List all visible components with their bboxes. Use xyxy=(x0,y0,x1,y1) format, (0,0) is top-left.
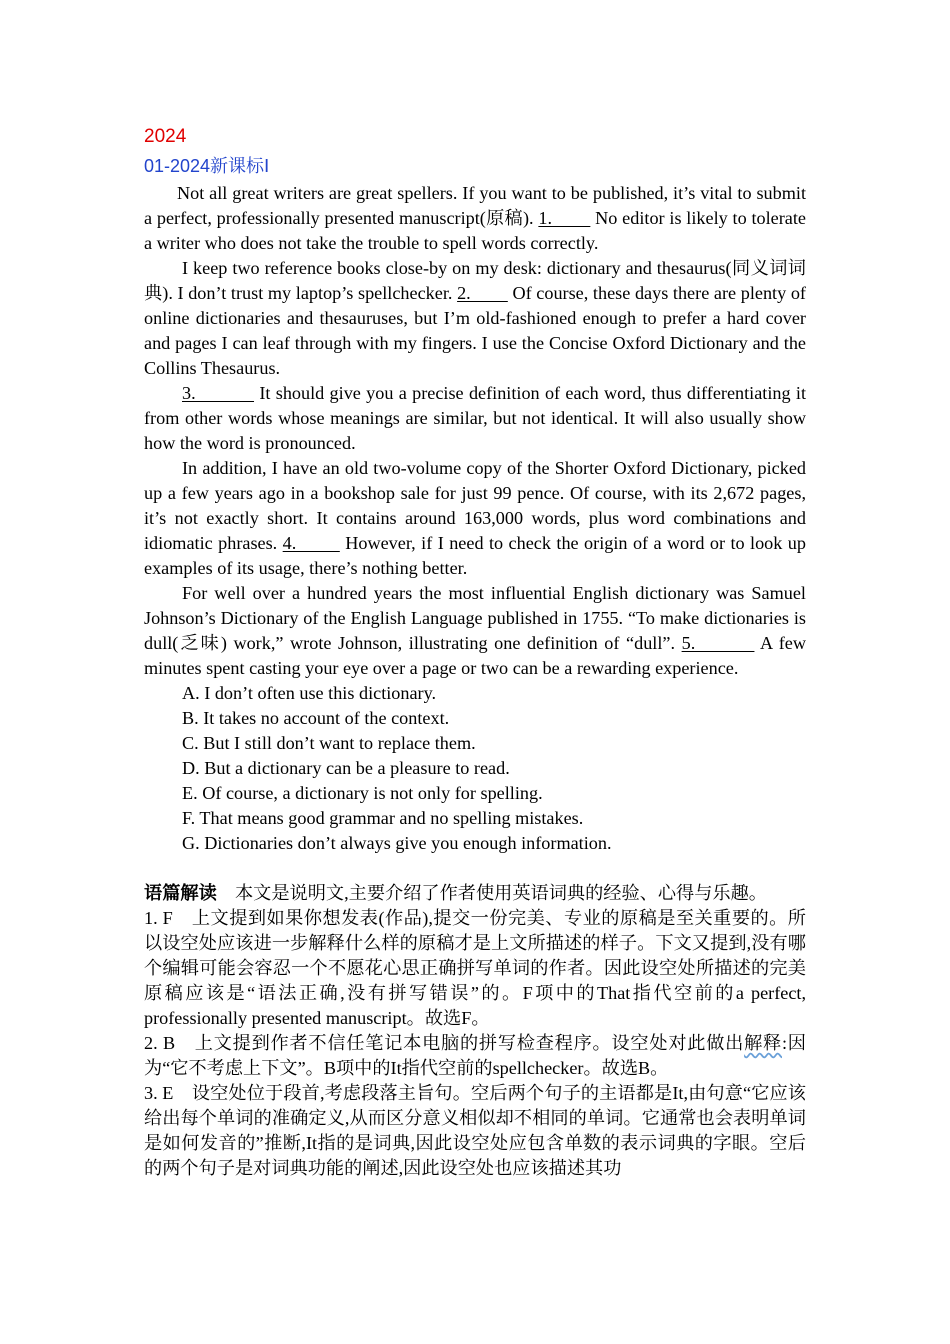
year-heading: 2024 xyxy=(144,126,187,147)
passage-paragraph-1 xyxy=(144,181,806,256)
paragraph-text: However, if I need to check the origin of a word or to look up examples of its usage, there’s nothing better. xyxy=(144,533,806,578)
reading-passage xyxy=(144,181,806,681)
option-a: A. I don’t often use this dictionary. xyxy=(182,683,437,703)
passage-paragraph-2 xyxy=(144,256,806,381)
blank-1: 1. xyxy=(538,208,591,228)
blank-4: 4. xyxy=(282,533,340,553)
explanation-q1: 1. F 上文提到如果你想发表(作品),提交一份完美、专业的原稿是至关重要的。所以设空处应该进一步解释什么样的原稿才是上文所描述的样子。下文又提到,没有哪个编辑可能会容忍一个不愿花心思正确拼写单词的作者。因此设空处所描述的完美原稿应该是“语法正确,没有拼写错误”的。F项中的That指代空前的a perfect, professionally presented manuscript。故选F。 xyxy=(144,908,806,1028)
explanation-section xyxy=(144,881,806,1181)
paragraph-text: Not all great writers are great spellers. If you want to be published, it’s vital to submit a perfect, professionally presented manuscript(原稿). xyxy=(144,183,806,228)
exam-title: 01-2024新课标Ⅰ xyxy=(144,156,270,176)
passage-paragraph-4 xyxy=(144,456,806,581)
explanation-q3: 3. E 设空处位于段首,考虑段落主旨句。空后两个句子的主语都是It,由句意“它应该给出每个单词的准确定义,从而区分意义相似却不相同的单词。它通常也会表明单词是如何发音的”推断,It指的是词典,因此设空处应包含单数的表示词典的字眼。空后的两个句子是对词典功能的阐述,因此设空处也应该描述其功 xyxy=(144,1083,806,1178)
explanation-q2 xyxy=(144,1031,806,1081)
passage-summary xyxy=(144,881,806,906)
marked-word: 解释 xyxy=(744,1033,782,1053)
explanation-text: 2. B 上文提到作者不信任笔记本电脑的拼写检查程序。设空处对此做出 xyxy=(144,1033,745,1053)
paragraph-text: Of course, these days there are plenty of online dictionaries and thesauruses, but I’m old-fashioned enough to prefer a hard cover and pages I can leaf through with my fingers. I use the Concise Oxford Dictionary and the Collins Thesaurus. xyxy=(144,283,806,378)
paragraph-text: In addition, I have an old two-volume copy of the Shorter Oxford Dictionary, picked up a few years ago in a bookshop sale for just 99 pence. Of course, with its 2,672 pages, it’s not exactly short. It contains around 163,000 words, plus word combinations and idiomatic phrases. xyxy=(144,458,806,553)
passage-paragraph-5 xyxy=(144,581,806,681)
document-page xyxy=(144,124,806,1181)
option-f: F. That means good grammar and no spelling mistakes. xyxy=(182,808,584,828)
summary-label: 语篇解读 xyxy=(144,883,217,903)
option-e: E. Of course, a dictionary is not only for spelling. xyxy=(182,783,543,803)
paragraph-text: It should give you a precise definition of each word, thus differentiating it from other words whose meanings are similar, but not identical. It will also usually show how the word is pronounced. xyxy=(144,383,807,453)
blank-3: 3. xyxy=(182,383,255,403)
option-g: G. Dictionaries don’t always give you enough information. xyxy=(182,833,612,853)
paragraph-text: For well over a hundred years the most influential English dictionary was Samuel Johnson’s Dictionary of the English Language published in 1755. “To make dictionaries is dull(乏味) work,” wrote Johnson, illustrating one definition of “dull”. xyxy=(144,583,806,653)
option-d: D. But a dictionary can be a pleasure to read. xyxy=(182,758,510,778)
summary-text: 本文是说明文,主要介绍了作者使用英语词典的经验、心得与乐趣。 xyxy=(216,883,767,903)
blank-2: 2. xyxy=(457,283,508,303)
section-spacer xyxy=(144,856,806,881)
passage-paragraph-3 xyxy=(144,381,806,456)
blank-5: 5. xyxy=(681,633,755,653)
explanation-text: :因为“它不考虑上下文”。B项中的It指代空前的spellchecker。故选B。 xyxy=(144,1033,806,1078)
paragraph-text: No editor is likely to tolerate a writer who does not take the trouble to spell words correctly. xyxy=(144,208,806,253)
option-b: B. It takes no account of the context. xyxy=(182,708,450,728)
option-c: C. But I still don’t want to replace them. xyxy=(182,733,476,753)
paragraph-text: A few minutes spent casting your eye over a page or two can be a rewarding experience. xyxy=(144,633,807,678)
answer-options xyxy=(144,681,806,856)
paragraph-text: I keep two reference books close-by on my desk: dictionary and thesaurus(同义词词典). I don’t trust my laptop’s spellchecker. xyxy=(144,258,806,303)
